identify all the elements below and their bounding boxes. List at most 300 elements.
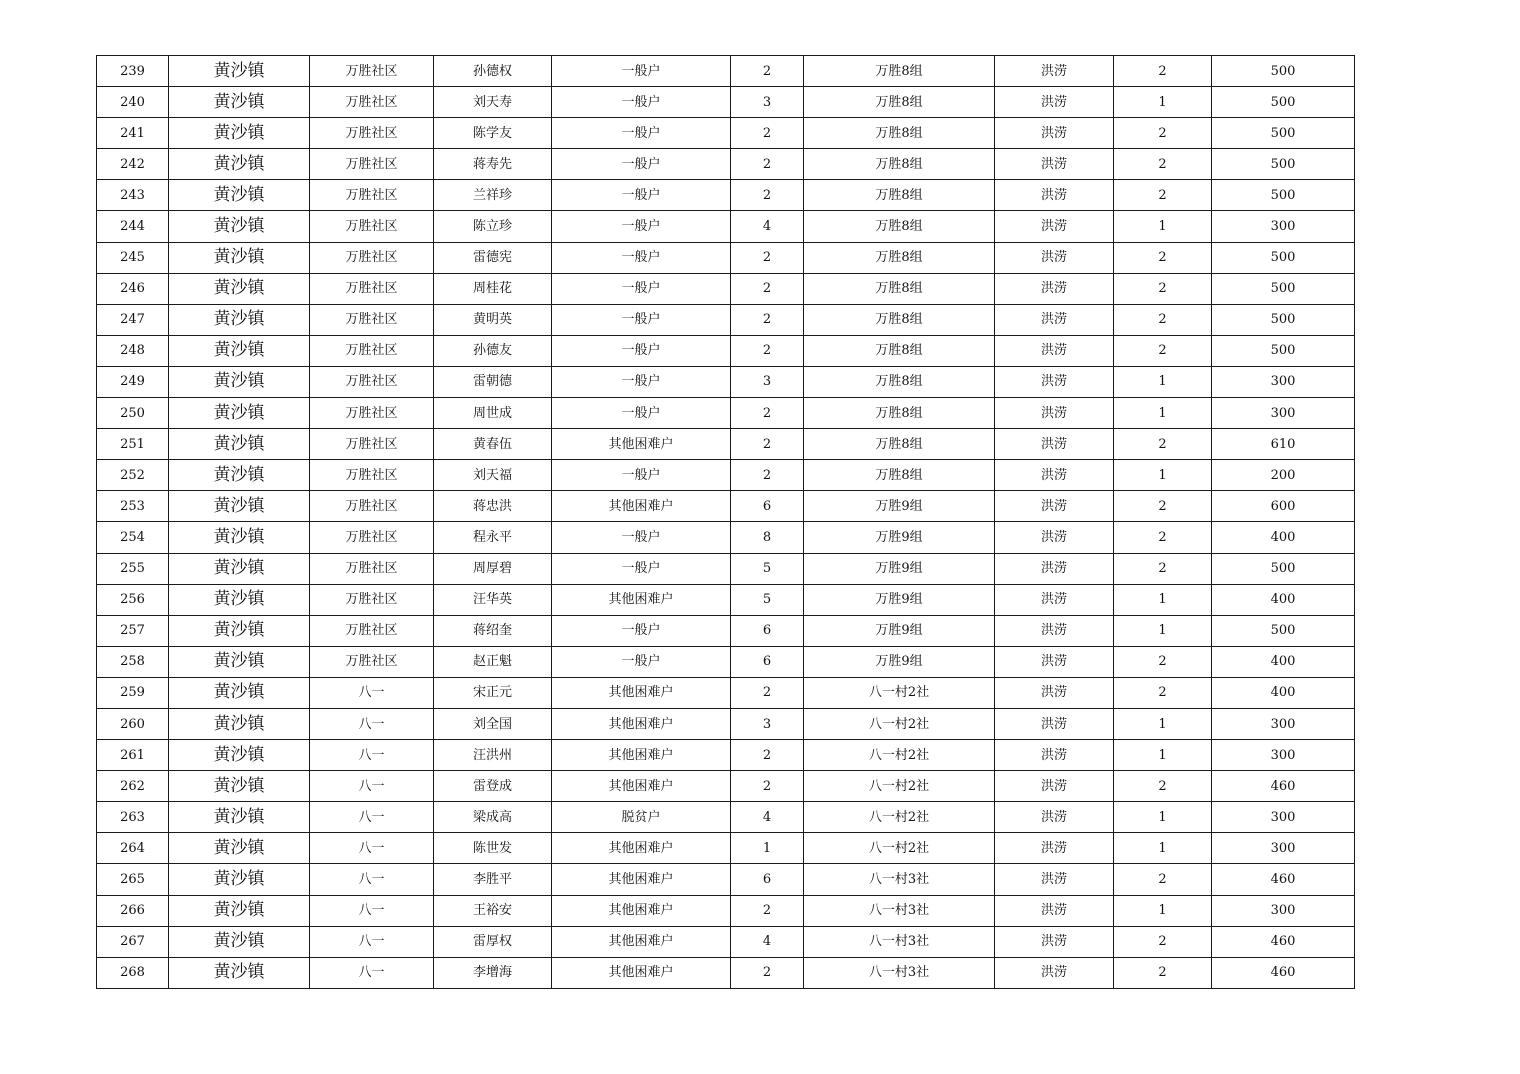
cell-disaster-type: 洪涝 bbox=[995, 242, 1114, 273]
cell-group: 万胜8组 bbox=[804, 118, 995, 149]
cell-town: 黄沙镇 bbox=[169, 149, 310, 180]
cell-disaster-type: 洪涝 bbox=[995, 180, 1114, 211]
table-row bbox=[97, 87, 1355, 118]
cell-village: 万胜社区 bbox=[310, 335, 434, 366]
cell-serial-number: 265 bbox=[97, 864, 169, 895]
table-row bbox=[97, 491, 1355, 522]
cell-group: 万胜9组 bbox=[804, 646, 995, 677]
cell-group: 万胜8组 bbox=[804, 273, 995, 304]
cell-town: 黄沙镇 bbox=[169, 180, 310, 211]
cell-disaster-type: 洪涝 bbox=[995, 304, 1114, 335]
cell-serial-number: 253 bbox=[97, 491, 169, 522]
cell-group: 万胜9组 bbox=[804, 615, 995, 646]
cell-town: 黄沙镇 bbox=[169, 491, 310, 522]
cell-disaster-type: 洪涝 bbox=[995, 429, 1114, 460]
cell-disaster-type: 洪涝 bbox=[995, 864, 1114, 895]
cell-group: 万胜8组 bbox=[804, 87, 995, 118]
cell-household-name: 兰祥珍 bbox=[434, 180, 552, 211]
cell-village: 万胜社区 bbox=[310, 646, 434, 677]
cell-household-category: 其他困难户 bbox=[552, 833, 731, 864]
cell-serial-number: 256 bbox=[97, 584, 169, 615]
table-row bbox=[97, 553, 1355, 584]
table-row bbox=[97, 615, 1355, 646]
table-row bbox=[97, 584, 1355, 615]
cell-household-category: 一般户 bbox=[552, 87, 731, 118]
cell-household-size: 3 bbox=[731, 708, 804, 739]
cell-amount: 300 bbox=[1212, 833, 1355, 864]
cell-level: 2 bbox=[1114, 56, 1212, 87]
cell-serial-number: 262 bbox=[97, 771, 169, 802]
cell-household-name: 李增海 bbox=[434, 957, 552, 988]
cell-household-size: 2 bbox=[731, 273, 804, 304]
cell-household-name: 宋正元 bbox=[434, 677, 552, 708]
cell-village: 万胜社区 bbox=[310, 180, 434, 211]
table-row bbox=[97, 211, 1355, 242]
cell-group: 八一村3社 bbox=[804, 895, 995, 926]
cell-group: 万胜9组 bbox=[804, 522, 995, 553]
cell-level: 1 bbox=[1114, 740, 1212, 771]
cell-group: 八一村2社 bbox=[804, 708, 995, 739]
cell-serial-number: 245 bbox=[97, 242, 169, 273]
cell-group: 八一村2社 bbox=[804, 771, 995, 802]
cell-village: 八一 bbox=[310, 957, 434, 988]
cell-household-category: 一般户 bbox=[552, 242, 731, 273]
cell-household-category: 其他困难户 bbox=[552, 895, 731, 926]
cell-serial-number: 243 bbox=[97, 180, 169, 211]
cell-town: 黄沙镇 bbox=[169, 926, 310, 957]
cell-village: 万胜社区 bbox=[310, 553, 434, 584]
cell-household-category: 一般户 bbox=[552, 366, 731, 397]
cell-village: 万胜社区 bbox=[310, 118, 434, 149]
cell-amount: 200 bbox=[1212, 460, 1355, 491]
cell-level: 1 bbox=[1114, 833, 1212, 864]
cell-household-size: 6 bbox=[731, 646, 804, 677]
cell-serial-number: 266 bbox=[97, 895, 169, 926]
cell-household-category: 脱贫户 bbox=[552, 802, 731, 833]
table-row bbox=[97, 708, 1355, 739]
cell-village: 万胜社区 bbox=[310, 615, 434, 646]
cell-serial-number: 267 bbox=[97, 926, 169, 957]
cell-serial-number: 244 bbox=[97, 211, 169, 242]
cell-level: 2 bbox=[1114, 553, 1212, 584]
cell-disaster-type: 洪涝 bbox=[995, 522, 1114, 553]
cell-serial-number: 246 bbox=[97, 273, 169, 304]
cell-group: 万胜8组 bbox=[804, 211, 995, 242]
cell-serial-number: 257 bbox=[97, 615, 169, 646]
cell-level: 2 bbox=[1114, 242, 1212, 273]
cell-serial-number: 264 bbox=[97, 833, 169, 864]
cell-village: 八一 bbox=[310, 677, 434, 708]
cell-group: 八一村3社 bbox=[804, 957, 995, 988]
cell-serial-number: 242 bbox=[97, 149, 169, 180]
cell-amount: 500 bbox=[1212, 180, 1355, 211]
cell-group: 万胜9组 bbox=[804, 491, 995, 522]
cell-amount: 500 bbox=[1212, 335, 1355, 366]
cell-household-category: 其他困难户 bbox=[552, 491, 731, 522]
cell-household-category: 其他困难户 bbox=[552, 708, 731, 739]
cell-household-category: 一般户 bbox=[552, 615, 731, 646]
cell-household-category: 其他困难户 bbox=[552, 740, 731, 771]
cell-group: 万胜8组 bbox=[804, 398, 995, 429]
cell-level: 1 bbox=[1114, 584, 1212, 615]
cell-level: 1 bbox=[1114, 460, 1212, 491]
table-row bbox=[97, 460, 1355, 491]
cell-household-size: 1 bbox=[731, 833, 804, 864]
cell-serial-number: 251 bbox=[97, 429, 169, 460]
cell-disaster-type: 洪涝 bbox=[995, 957, 1114, 988]
table-row bbox=[97, 522, 1355, 553]
cell-amount: 500 bbox=[1212, 87, 1355, 118]
cell-village: 万胜社区 bbox=[310, 522, 434, 553]
cell-serial-number: 258 bbox=[97, 646, 169, 677]
cell-level: 1 bbox=[1114, 708, 1212, 739]
cell-serial-number: 247 bbox=[97, 304, 169, 335]
cell-level: 2 bbox=[1114, 864, 1212, 895]
cell-town: 黄沙镇 bbox=[169, 398, 310, 429]
cell-group: 万胜8组 bbox=[804, 429, 995, 460]
cell-level: 2 bbox=[1114, 677, 1212, 708]
cell-household-name: 黄春伍 bbox=[434, 429, 552, 460]
cell-village: 八一 bbox=[310, 864, 434, 895]
cell-household-name: 梁成高 bbox=[434, 802, 552, 833]
cell-household-name: 汪华英 bbox=[434, 584, 552, 615]
cell-disaster-type: 洪涝 bbox=[995, 491, 1114, 522]
relief-recipient-table bbox=[96, 55, 1355, 989]
cell-household-category: 其他困难户 bbox=[552, 429, 731, 460]
table-row bbox=[97, 926, 1355, 957]
cell-town: 黄沙镇 bbox=[169, 56, 310, 87]
table-row bbox=[97, 646, 1355, 677]
cell-household-size: 2 bbox=[731, 429, 804, 460]
table-row bbox=[97, 56, 1355, 87]
cell-town: 黄沙镇 bbox=[169, 304, 310, 335]
cell-group: 万胜8组 bbox=[804, 335, 995, 366]
cell-household-size: 3 bbox=[731, 366, 804, 397]
cell-amount: 300 bbox=[1212, 708, 1355, 739]
cell-group: 八一村3社 bbox=[804, 926, 995, 957]
cell-level: 2 bbox=[1114, 646, 1212, 677]
cell-household-name: 周世成 bbox=[434, 398, 552, 429]
cell-household-name: 汪洪州 bbox=[434, 740, 552, 771]
cell-household-category: 其他困难户 bbox=[552, 864, 731, 895]
table-row bbox=[97, 398, 1355, 429]
cell-town: 黄沙镇 bbox=[169, 118, 310, 149]
cell-town: 黄沙镇 bbox=[169, 802, 310, 833]
cell-disaster-type: 洪涝 bbox=[995, 802, 1114, 833]
cell-village: 八一 bbox=[310, 802, 434, 833]
table-row bbox=[97, 118, 1355, 149]
cell-town: 黄沙镇 bbox=[169, 335, 310, 366]
cell-group: 八一村3社 bbox=[804, 864, 995, 895]
cell-household-size: 2 bbox=[731, 957, 804, 988]
cell-disaster-type: 洪涝 bbox=[995, 460, 1114, 491]
cell-household-category: 其他困难户 bbox=[552, 957, 731, 988]
cell-town: 黄沙镇 bbox=[169, 366, 310, 397]
cell-level: 1 bbox=[1114, 615, 1212, 646]
cell-group: 万胜9组 bbox=[804, 553, 995, 584]
cell-household-size: 5 bbox=[731, 553, 804, 584]
cell-village: 万胜社区 bbox=[310, 149, 434, 180]
cell-household-category: 一般户 bbox=[552, 56, 731, 87]
table-row bbox=[97, 180, 1355, 211]
cell-household-name: 雷德宪 bbox=[434, 242, 552, 273]
cell-serial-number: 240 bbox=[97, 87, 169, 118]
cell-household-name: 周厚碧 bbox=[434, 553, 552, 584]
cell-level: 1 bbox=[1114, 895, 1212, 926]
cell-group: 万胜8组 bbox=[804, 366, 995, 397]
cell-amount: 460 bbox=[1212, 926, 1355, 957]
cell-level: 2 bbox=[1114, 429, 1212, 460]
cell-household-category: 一般户 bbox=[552, 149, 731, 180]
cell-household-category: 其他困难户 bbox=[552, 584, 731, 615]
cell-household-size: 2 bbox=[731, 460, 804, 491]
table-row bbox=[97, 429, 1355, 460]
cell-amount: 500 bbox=[1212, 56, 1355, 87]
cell-village: 万胜社区 bbox=[310, 304, 434, 335]
cell-village: 万胜社区 bbox=[310, 460, 434, 491]
cell-town: 黄沙镇 bbox=[169, 771, 310, 802]
cell-group: 万胜8组 bbox=[804, 242, 995, 273]
cell-household-size: 2 bbox=[731, 180, 804, 211]
cell-amount: 460 bbox=[1212, 864, 1355, 895]
cell-amount: 500 bbox=[1212, 149, 1355, 180]
cell-household-size: 2 bbox=[731, 398, 804, 429]
cell-level: 2 bbox=[1114, 118, 1212, 149]
cell-household-category: 一般户 bbox=[552, 118, 731, 149]
cell-town: 黄沙镇 bbox=[169, 584, 310, 615]
cell-village: 八一 bbox=[310, 926, 434, 957]
table-row bbox=[97, 771, 1355, 802]
cell-amount: 300 bbox=[1212, 366, 1355, 397]
cell-household-size: 2 bbox=[731, 304, 804, 335]
cell-household-name: 刘天寿 bbox=[434, 87, 552, 118]
table-row bbox=[97, 335, 1355, 366]
cell-level: 2 bbox=[1114, 335, 1212, 366]
cell-household-name: 李胜平 bbox=[434, 864, 552, 895]
cell-household-size: 2 bbox=[731, 740, 804, 771]
cell-household-name: 陈立珍 bbox=[434, 211, 552, 242]
cell-group: 万胜8组 bbox=[804, 460, 995, 491]
cell-amount: 400 bbox=[1212, 677, 1355, 708]
cell-level: 2 bbox=[1114, 926, 1212, 957]
cell-town: 黄沙镇 bbox=[169, 646, 310, 677]
cell-town: 黄沙镇 bbox=[169, 429, 310, 460]
cell-serial-number: 239 bbox=[97, 56, 169, 87]
cell-household-name: 蒋绍奎 bbox=[434, 615, 552, 646]
cell-amount: 300 bbox=[1212, 802, 1355, 833]
cell-amount: 300 bbox=[1212, 398, 1355, 429]
cell-town: 黄沙镇 bbox=[169, 957, 310, 988]
cell-disaster-type: 洪涝 bbox=[995, 615, 1114, 646]
cell-village: 万胜社区 bbox=[310, 366, 434, 397]
cell-disaster-type: 洪涝 bbox=[995, 677, 1114, 708]
table-body bbox=[97, 56, 1355, 989]
cell-household-size: 2 bbox=[731, 677, 804, 708]
cell-serial-number: 260 bbox=[97, 708, 169, 739]
cell-household-name: 蒋忠洪 bbox=[434, 491, 552, 522]
cell-amount: 400 bbox=[1212, 522, 1355, 553]
cell-household-size: 2 bbox=[731, 149, 804, 180]
cell-disaster-type: 洪涝 bbox=[995, 335, 1114, 366]
cell-disaster-type: 洪涝 bbox=[995, 708, 1114, 739]
cell-town: 黄沙镇 bbox=[169, 242, 310, 273]
cell-level: 2 bbox=[1114, 957, 1212, 988]
cell-household-size: 3 bbox=[731, 87, 804, 118]
cell-disaster-type: 洪涝 bbox=[995, 56, 1114, 87]
cell-household-size: 6 bbox=[731, 864, 804, 895]
cell-household-name: 陈学友 bbox=[434, 118, 552, 149]
cell-household-name: 雷登成 bbox=[434, 771, 552, 802]
cell-disaster-type: 洪涝 bbox=[995, 833, 1114, 864]
cell-household-name: 陈世发 bbox=[434, 833, 552, 864]
cell-household-category: 一般户 bbox=[552, 180, 731, 211]
cell-town: 黄沙镇 bbox=[169, 895, 310, 926]
cell-amount: 500 bbox=[1212, 553, 1355, 584]
cell-serial-number: 259 bbox=[97, 677, 169, 708]
cell-village: 万胜社区 bbox=[310, 491, 434, 522]
cell-town: 黄沙镇 bbox=[169, 211, 310, 242]
cell-amount: 400 bbox=[1212, 646, 1355, 677]
cell-household-category: 一般户 bbox=[552, 304, 731, 335]
cell-town: 黄沙镇 bbox=[169, 833, 310, 864]
cell-group: 八一村2社 bbox=[804, 802, 995, 833]
cell-disaster-type: 洪涝 bbox=[995, 273, 1114, 304]
cell-village: 八一 bbox=[310, 740, 434, 771]
table-row bbox=[97, 833, 1355, 864]
cell-household-size: 6 bbox=[731, 491, 804, 522]
cell-household-category: 一般户 bbox=[552, 553, 731, 584]
table-row bbox=[97, 957, 1355, 988]
cell-village: 八一 bbox=[310, 771, 434, 802]
cell-town: 黄沙镇 bbox=[169, 864, 310, 895]
cell-household-size: 4 bbox=[731, 211, 804, 242]
cell-serial-number: 252 bbox=[97, 460, 169, 491]
cell-household-size: 4 bbox=[731, 802, 804, 833]
cell-household-name: 孙德权 bbox=[434, 56, 552, 87]
cell-disaster-type: 洪涝 bbox=[995, 366, 1114, 397]
cell-level: 2 bbox=[1114, 771, 1212, 802]
cell-amount: 500 bbox=[1212, 615, 1355, 646]
cell-household-size: 2 bbox=[731, 771, 804, 802]
cell-household-category: 一般户 bbox=[552, 646, 731, 677]
cell-household-category: 一般户 bbox=[552, 335, 731, 366]
cell-amount: 460 bbox=[1212, 957, 1355, 988]
table-row bbox=[97, 740, 1355, 771]
cell-household-size: 8 bbox=[731, 522, 804, 553]
cell-household-size: 4 bbox=[731, 926, 804, 957]
cell-disaster-type: 洪涝 bbox=[995, 740, 1114, 771]
cell-amount: 400 bbox=[1212, 584, 1355, 615]
cell-village: 万胜社区 bbox=[310, 584, 434, 615]
cell-household-name: 刘全国 bbox=[434, 708, 552, 739]
cell-town: 黄沙镇 bbox=[169, 460, 310, 491]
cell-household-category: 其他困难户 bbox=[552, 926, 731, 957]
table-row bbox=[97, 895, 1355, 926]
cell-household-size: 2 bbox=[731, 118, 804, 149]
cell-level: 2 bbox=[1114, 180, 1212, 211]
cell-household-category: 一般户 bbox=[552, 460, 731, 491]
cell-household-name: 雷朝德 bbox=[434, 366, 552, 397]
cell-group: 万胜8组 bbox=[804, 304, 995, 335]
cell-household-size: 2 bbox=[731, 895, 804, 926]
cell-town: 黄沙镇 bbox=[169, 708, 310, 739]
cell-household-category: 一般户 bbox=[552, 273, 731, 304]
cell-town: 黄沙镇 bbox=[169, 87, 310, 118]
cell-level: 2 bbox=[1114, 304, 1212, 335]
cell-village: 万胜社区 bbox=[310, 211, 434, 242]
cell-household-size: 5 bbox=[731, 584, 804, 615]
cell-amount: 460 bbox=[1212, 771, 1355, 802]
cell-serial-number: 241 bbox=[97, 118, 169, 149]
cell-amount: 500 bbox=[1212, 273, 1355, 304]
cell-village: 万胜社区 bbox=[310, 242, 434, 273]
cell-household-category: 一般户 bbox=[552, 211, 731, 242]
table-row bbox=[97, 304, 1355, 335]
cell-village: 万胜社区 bbox=[310, 56, 434, 87]
cell-level: 2 bbox=[1114, 522, 1212, 553]
cell-level: 2 bbox=[1114, 491, 1212, 522]
cell-household-name: 周桂花 bbox=[434, 273, 552, 304]
cell-amount: 300 bbox=[1212, 895, 1355, 926]
cell-household-name: 雷厚权 bbox=[434, 926, 552, 957]
cell-level: 1 bbox=[1114, 366, 1212, 397]
cell-group: 万胜9组 bbox=[804, 584, 995, 615]
cell-household-name: 赵正魁 bbox=[434, 646, 552, 677]
cell-level: 1 bbox=[1114, 398, 1212, 429]
cell-village: 万胜社区 bbox=[310, 429, 434, 460]
table-row bbox=[97, 242, 1355, 273]
cell-town: 黄沙镇 bbox=[169, 522, 310, 553]
cell-amount: 300 bbox=[1212, 211, 1355, 242]
cell-amount: 300 bbox=[1212, 740, 1355, 771]
cell-town: 黄沙镇 bbox=[169, 677, 310, 708]
cell-household-size: 2 bbox=[731, 56, 804, 87]
cell-town: 黄沙镇 bbox=[169, 273, 310, 304]
cell-household-category: 一般户 bbox=[552, 398, 731, 429]
cell-disaster-type: 洪涝 bbox=[995, 771, 1114, 802]
cell-group: 八一村2社 bbox=[804, 833, 995, 864]
cell-town: 黄沙镇 bbox=[169, 740, 310, 771]
table-row bbox=[97, 864, 1355, 895]
cell-household-size: 2 bbox=[731, 242, 804, 273]
cell-amount: 500 bbox=[1212, 242, 1355, 273]
cell-group: 八一村2社 bbox=[804, 677, 995, 708]
cell-serial-number: 255 bbox=[97, 553, 169, 584]
cell-village: 万胜社区 bbox=[310, 273, 434, 304]
cell-level: 2 bbox=[1114, 149, 1212, 180]
cell-serial-number: 261 bbox=[97, 740, 169, 771]
cell-serial-number: 263 bbox=[97, 802, 169, 833]
cell-household-size: 6 bbox=[731, 615, 804, 646]
cell-town: 黄沙镇 bbox=[169, 615, 310, 646]
table-row bbox=[97, 366, 1355, 397]
table-row bbox=[97, 273, 1355, 304]
cell-serial-number: 250 bbox=[97, 398, 169, 429]
cell-serial-number: 248 bbox=[97, 335, 169, 366]
cell-disaster-type: 洪涝 bbox=[995, 926, 1114, 957]
cell-amount: 500 bbox=[1212, 304, 1355, 335]
cell-level: 2 bbox=[1114, 273, 1212, 304]
cell-disaster-type: 洪涝 bbox=[995, 149, 1114, 180]
cell-serial-number: 268 bbox=[97, 957, 169, 988]
cell-household-name: 黄明英 bbox=[434, 304, 552, 335]
cell-group: 万胜8组 bbox=[804, 149, 995, 180]
table-row bbox=[97, 802, 1355, 833]
cell-level: 1 bbox=[1114, 211, 1212, 242]
cell-disaster-type: 洪涝 bbox=[995, 553, 1114, 584]
cell-amount: 610 bbox=[1212, 429, 1355, 460]
table-row bbox=[97, 149, 1355, 180]
